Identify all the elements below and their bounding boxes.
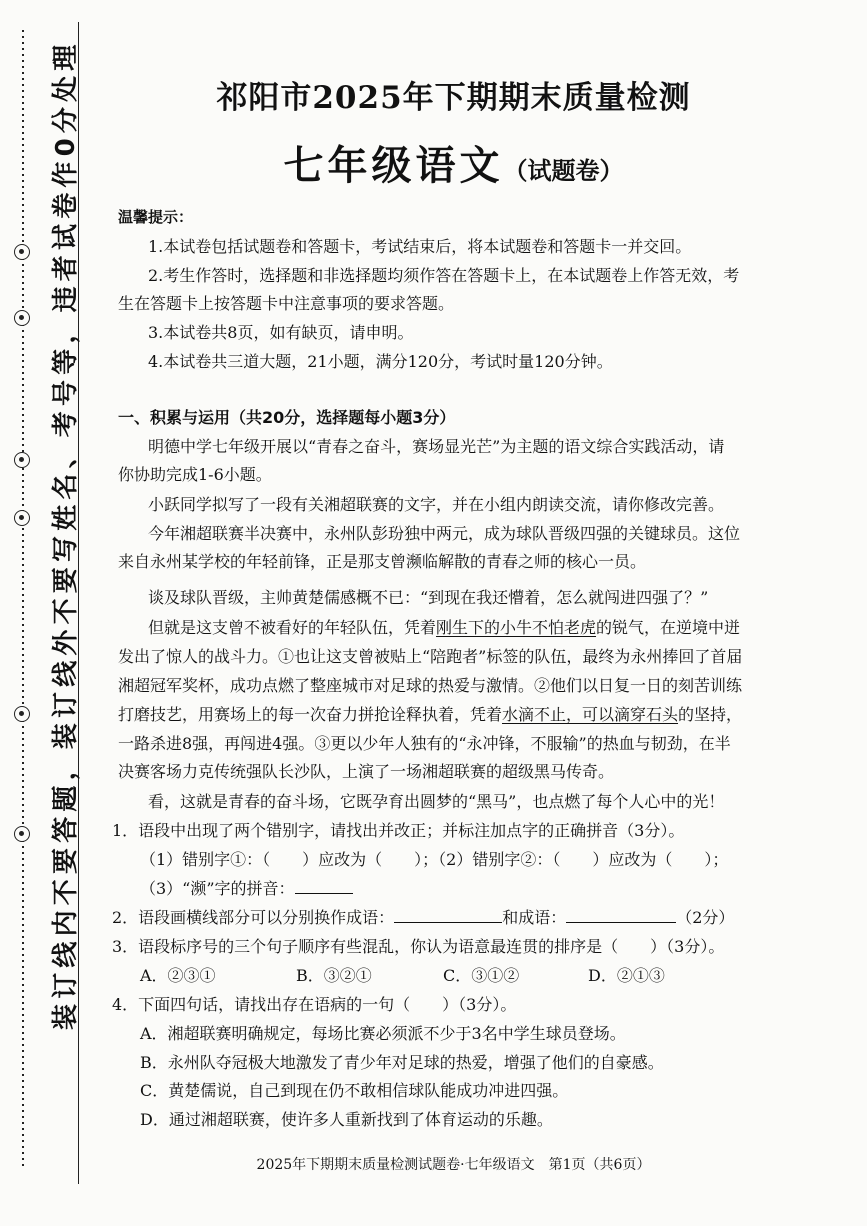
question-text: （2分） [676, 908, 735, 927]
question-text: 和成语： [502, 908, 567, 927]
binding-dotted-line [22, 30, 24, 1170]
passage-closing: 看，这就是青春的奋斗场，它既孕育出圆梦的“黑马”，也点燃了每个人心中的光！ [148, 792, 725, 811]
binding-hole-icon [14, 310, 30, 326]
option-d: D．通过湘超联赛，使许多人重新找到了体育运动的乐趣。 [140, 1110, 553, 1129]
binding-warning-text: 装订线内不要答题，装订线外不要写姓名、考号等，违者试卷作0分处理 [51, 39, 81, 1030]
intro-line: 你协助完成1-6小题。 [118, 465, 272, 484]
passage-line: 决赛客场力克传统强队长沙队，上演了一场湘超联赛的超级黑马传奇。 [118, 762, 615, 781]
passage-text: 的锐气，在逆境中迸 [596, 618, 741, 637]
passage-text: 的坚持， [678, 705, 743, 724]
binding-hole-icon [14, 244, 30, 260]
section-heading: 一、积累与运用（共20分，选择题每小题3分） [118, 408, 456, 427]
answer-blank[interactable] [295, 877, 353, 894]
binding-warning [46, 39, 92, 1030]
question-1-part1: （1）错别字①：（ ）应改为（ ）；（2）错别字②：（ ）应改为（ ）； [140, 850, 729, 869]
option-a: A．湘超联赛明确规定，每场比赛必须派不少于3名中学生球员登场。 [140, 1024, 626, 1043]
passage-text: 但就是这支曾不被看好的年轻队伍，凭着 [148, 618, 437, 637]
binding-hole-icon [14, 826, 30, 842]
passage-line: 湘超冠军奖杯，成功点燃了整座城市对足球的热爱与激情。②他们以日复一日的刻苦训练 [118, 676, 743, 695]
page-footer: 2025年下期期末质量检测试题卷·七年级语文 第1页（共6页） [256, 1157, 651, 1173]
question-2 [112, 904, 734, 932]
exam-subject-line [0, 134, 867, 191]
passage-line: 发出了惊人的战斗力。①也让这支曾被贴上“陪跑者”标签的队伍，最终为永州捧回了首届 [118, 647, 743, 666]
underlined-phrase: 水滴不止，可以滴穿石头 [502, 705, 679, 724]
answer-blank[interactable] [566, 906, 676, 923]
passage-line: 来自永州某学校的年轻前锋，正是那支曾濒临解散的青春之师的核心一员。 [118, 552, 647, 571]
passage-line [118, 701, 742, 729]
option-b: B．③②① [296, 966, 372, 985]
tips-heading: 温馨提示： [118, 208, 194, 226]
binding-hole-icon [14, 452, 30, 468]
tip-item: 3.本试卷共8页，如有缺页，请申明。 [148, 323, 414, 342]
tip-item: 4.本试卷共三道大题，21小题，满分120分，考试时量120分钟。 [148, 352, 613, 371]
question-text: （3）“濒”字的拼音： [140, 879, 295, 898]
tip-item: 1.本试卷包括试题卷和答题卡，考试结束后，将本试题卷和答题卡一并交回。 [148, 237, 692, 256]
question-1-part2 [140, 875, 353, 903]
exam-title: 祁阳市2025年下期期末质量检测 [216, 80, 691, 116]
binding-hole-icon [14, 510, 30, 526]
option-c: C．黄楚儒说，自己到现在仍不敢相信球队能成功冲进四强。 [140, 1081, 569, 1100]
passage-line: 今年湘超联赛半决赛中，永州队彭玢独中两元，成为球队晋级四强的关键球员。这位 [148, 524, 741, 543]
passage-text: 打磨技艺，用赛场上的每一次奋力拼抢诠释执着，凭着 [118, 705, 503, 724]
underlined-phrase: 刚生下的小牛不怕老虎 [436, 618, 597, 637]
question-3: 3．语段标序号的三个句子顺序有些混乱，你认为语意最连贯的排序是（ ）（3分）。 [112, 937, 725, 956]
passage-line: 一路杀进8强，再闯进4强。③更以少年人独有的“永冲锋，不服输”的热血与韧劲，在半 [118, 734, 731, 753]
option-a: A．②③① [140, 966, 216, 985]
paper-type: （试题卷） [503, 156, 624, 185]
option-b: B．永州队夺冠极大地激发了青少年对足球的热爱，增强了他们的自豪感。 [140, 1053, 664, 1072]
answer-blank[interactable] [394, 906, 502, 923]
tip-item: 2.考生作答时，选择题和非选择题均须作答在答题卡上，在本试题卷上作答无效，考 [148, 266, 740, 285]
subject-title: 七年级语文 [283, 143, 504, 189]
passage-line: 谈及球队晋级，主帅黄楚儒感概不已：“到现在我还懵着，怎么就闯进四强了？” [148, 588, 709, 607]
intro-line: 明德中学七年级开展以“青春之奋斗，赛场显光芒”为主题的语文综合实践活动，请 [148, 437, 725, 456]
question-4: 4．下面四句话，请找出存在语病的一句（ ）（3分）。 [112, 995, 517, 1014]
intro-line: 小跃同学拟写了一段有关湘超联赛的文字，并在小组内朗读交流，请你修改完善。 [148, 495, 725, 514]
binding-hole-icon [14, 706, 30, 722]
question-1: 1．语段中出现了两个错别字，请找出并改正；并标注加点字的正确拼音（3分）。 [112, 821, 685, 840]
option-c: C．③①② [443, 966, 520, 985]
question-text: 2．语段画横线部分可以分别换作成语： [112, 908, 395, 927]
tip-item: 生在答题卡上按答题卡中注意事项的要求答题。 [118, 294, 455, 313]
option-d: D．②①③ [588, 966, 665, 985]
passage-line [148, 614, 740, 642]
